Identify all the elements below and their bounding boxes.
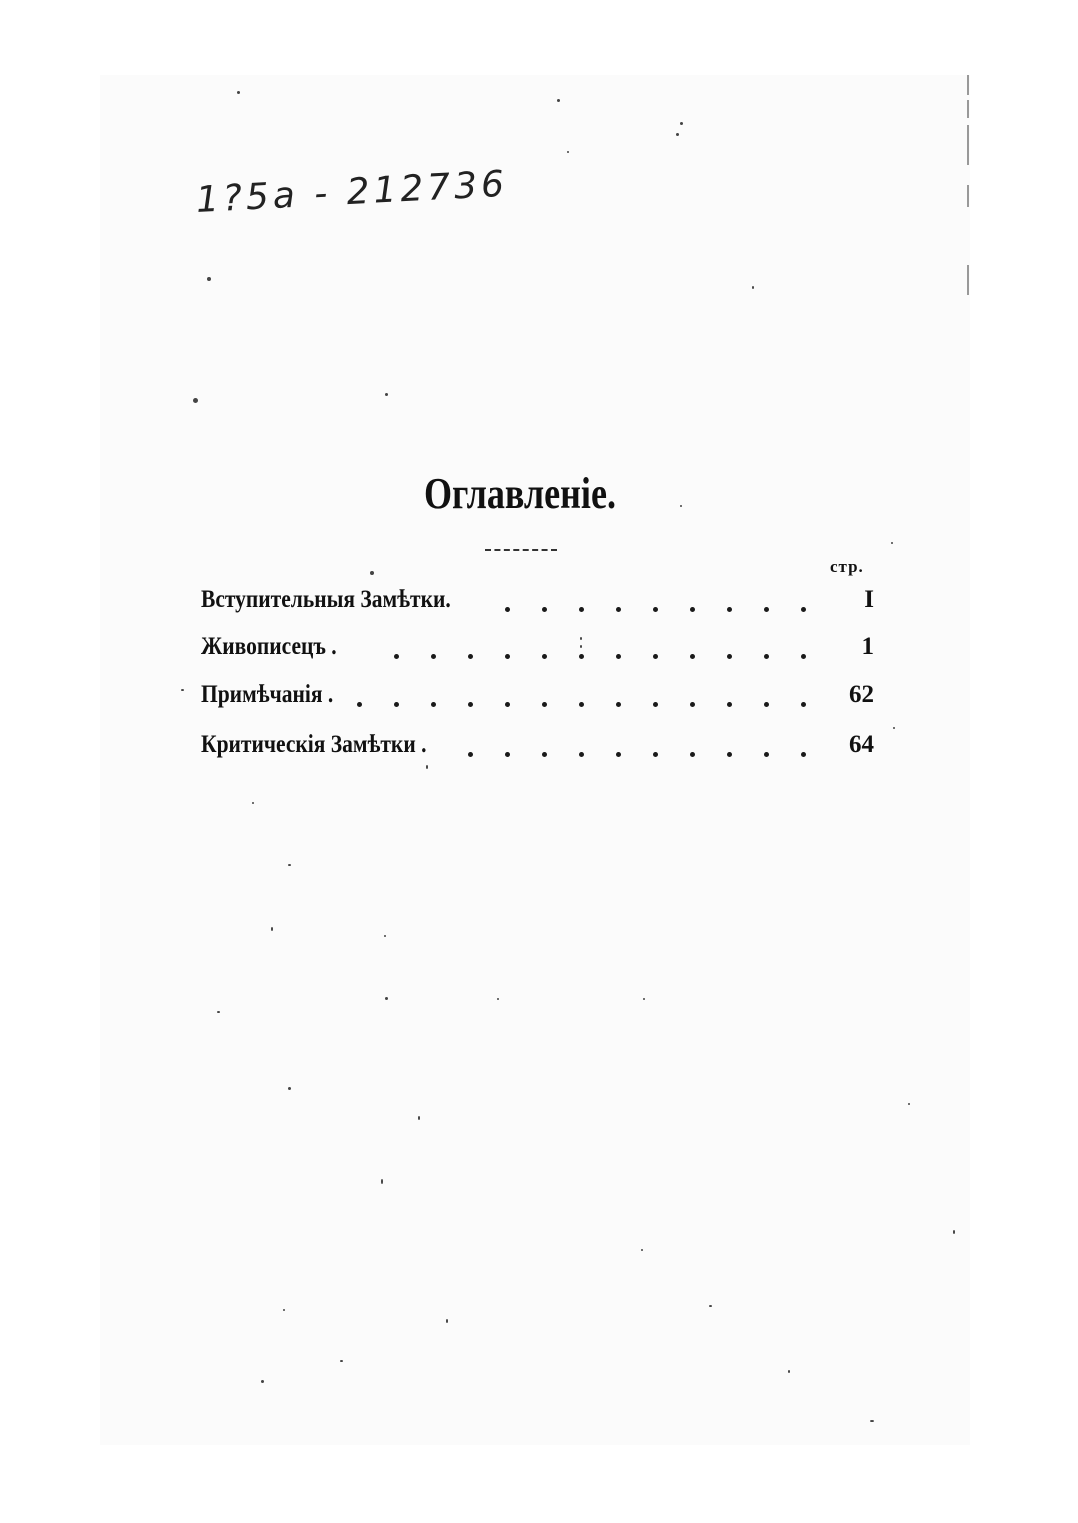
page-column-header: стр. bbox=[830, 557, 864, 576]
toc-entry bbox=[201, 586, 874, 622]
leader-dot bbox=[579, 702, 584, 707]
leader-dot bbox=[727, 752, 732, 757]
leader-dot bbox=[801, 607, 806, 612]
handwritten-shelf-mark: 1?5a - 212736 bbox=[194, 163, 509, 221]
leader-dot bbox=[690, 607, 695, 612]
leader-dot bbox=[616, 702, 621, 707]
leader-dot bbox=[690, 752, 695, 757]
page-title: Оглавленіе. bbox=[423, 469, 617, 518]
leader-dot bbox=[653, 607, 658, 612]
leader-dot bbox=[468, 654, 473, 659]
leader-dot bbox=[505, 702, 510, 707]
leader-dot bbox=[579, 752, 584, 757]
leader-dot bbox=[542, 752, 547, 757]
leader-dot bbox=[653, 702, 658, 707]
leader-dot bbox=[579, 607, 584, 612]
leader-dot bbox=[764, 752, 769, 757]
leader-dot bbox=[616, 654, 621, 659]
leader-dot bbox=[653, 654, 658, 659]
leader-dot bbox=[505, 654, 510, 659]
leader-dot bbox=[764, 654, 769, 659]
toc-entry bbox=[201, 681, 874, 717]
leader-dot bbox=[690, 654, 695, 659]
leader-dot bbox=[468, 702, 473, 707]
toc-entry-label: Критическія Замѣтки . bbox=[201, 731, 427, 758]
leader-dot bbox=[616, 752, 621, 757]
leader-dot bbox=[505, 752, 510, 757]
toc-entry bbox=[201, 731, 874, 767]
leader-dot bbox=[690, 702, 695, 707]
leader-dot bbox=[542, 654, 547, 659]
leader-dot bbox=[727, 702, 732, 707]
leader-dot bbox=[357, 702, 362, 707]
title-divider bbox=[485, 549, 557, 551]
leader-dot bbox=[542, 702, 547, 707]
leader-dot bbox=[394, 654, 399, 659]
leader-dot bbox=[579, 654, 584, 659]
leader-dot bbox=[727, 654, 732, 659]
leader-dot bbox=[468, 752, 473, 757]
toc-entry bbox=[201, 633, 874, 669]
leader-dot bbox=[764, 702, 769, 707]
leader-dot bbox=[431, 654, 436, 659]
leader-dot bbox=[653, 752, 658, 757]
toc-entry-page: 62 bbox=[849, 681, 874, 708]
leader-dot bbox=[801, 752, 806, 757]
toc-entry-label: Живописецъ . bbox=[201, 633, 337, 660]
toc-entry-page: 64 bbox=[849, 731, 874, 758]
toc-entry-page: 1 bbox=[861, 633, 874, 660]
leader-dot bbox=[801, 654, 806, 659]
toc-entry-label: Вступительныя Замѣтки. bbox=[201, 586, 451, 613]
leader-dot bbox=[616, 607, 621, 612]
leader-dot bbox=[505, 607, 510, 612]
leader-dot bbox=[764, 607, 769, 612]
toc-entry-page: I bbox=[864, 586, 874, 613]
leader-dot bbox=[727, 607, 732, 612]
leader-dot bbox=[394, 702, 399, 707]
leader-dot bbox=[431, 702, 436, 707]
toc-entry-label: Примѣчанія . bbox=[201, 681, 334, 708]
leader-dot bbox=[801, 702, 806, 707]
leader-dot bbox=[542, 607, 547, 612]
